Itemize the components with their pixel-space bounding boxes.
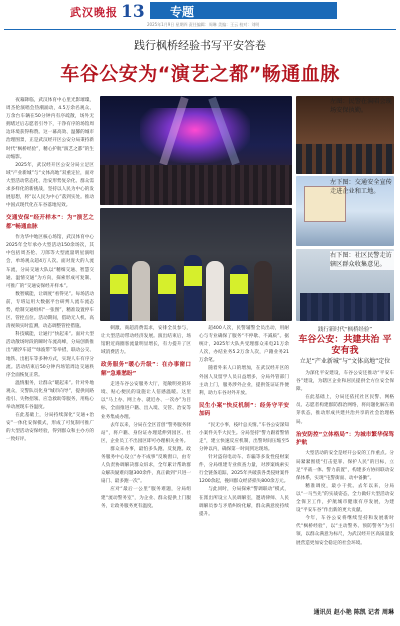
paragraph: “民无小事，枝叶总关情。”车谷公安深知小案件关乎大民生。分局坚持“警力跟着警情走”，建立快速反应机制，出警时间压缩至5分钟以内，确保第一时间到达现场。 <box>199 422 289 452</box>
article-column-2 <box>101 325 191 617</box>
paragraph: 刺激、商超消费需求，安排全员参与，让大型活动带动经济发展。演出结束后，场馆附近商圈客流量明显增长，有力提升了区域消费活力。 <box>101 326 191 356</box>
person-figure <box>206 261 224 321</box>
person-figure <box>254 261 272 321</box>
top-rule <box>4 29 396 30</box>
issue-info: 2025年1月9日 星期四 责任编辑：周琳 美编：王云 校对：刘明 <box>147 22 260 27</box>
police-duty-photo <box>100 208 292 321</box>
paragraph: 去年以来，分局在全区首创“警务服务驿站”，将户籍、身份证办理延伸到园区、社区，企业员工不出园区即可办理相关业务。 <box>101 422 191 444</box>
reflective-vest <box>184 266 202 286</box>
paragraph: 科技赋能，让通行“快起来”。面对大型活动散场时段的瞬时车流高峰，分局创新推出“潮汐车道”“绿波带”等举措，联动公交、地铁、出租车等多种方式，实现人车有序分流。活动结束后50分钟内场馆周边交通秩序全面恢复正常。 <box>6 332 94 378</box>
photo-caption-2: 左下图：交通安全宣传走进企业和工地。 <box>330 179 392 196</box>
photo-caption-1: 左图：民警在演唱会现场安保执勤。 <box>330 98 392 115</box>
subheading: 政务服务“暖心升级”：在办事窗口解“急难愁盼” <box>101 362 191 377</box>
paragraph: 随着外来人口的增加，在武汉经开区的外国人及留学人员日益增多，分局外管部门主动上门，服务涉外企业，提供签证证件便利，助力车谷对外开放。 <box>199 366 289 396</box>
subheading: 治安防控“立体格局”：为城市繁华保驾护航 <box>296 431 394 447</box>
masthead <box>0 0 400 28</box>
paragraph: 夜幕降临，武汉体育中心里光影璀璨，周杰伦演唱会热潮涌动，4.5万余名观众、万余台车辆在50分钟内有序疏散，场外无拥堵过后志愿者引导下，干净有序的场馆周边环境获得称赞。这一幕高效、温馨的城市治理图景，正是武汉经开区公安分局秉持新时代“枫桥经验”，精心护航“演艺之都”的生动缩影。 <box>6 98 94 160</box>
concert-photo <box>100 96 292 205</box>
crowd <box>100 165 292 205</box>
paragraph: 大型活动的安全是经开公安的工作重点。分局紧紧围绕“打击犯罪、保护人民”的目标，立足“平战一体、警力前置”，构建多方协同联动安保体系，实现“屯警街面、动中备勤”。 <box>296 451 394 481</box>
paragraph: 今年，车谷公安将继续坚持和发展新时代“枫桥经验”，以“主动警务、预防警务”为引领，以群众满意为标尺，为武汉经开区高质量发展营造更加安全稳定的社会环境。 <box>296 516 394 546</box>
paragraph: 应对“最后一公里”服务难题，分局组建“流动警务室”，为企业、群众提供上门服务，让政务服务更有温度。 <box>101 487 191 509</box>
paragraph: 数智赋能，让调度“看得见”。每场活动前，专班运用大数据平台研判人流车流态势，绘制交通组织“一张图”，精准设置停车区、管控点位。活动期间，借助无人机、高清视频实时监测，动态调整管控措施。 <box>6 291 94 330</box>
paragraph: 2025年，武汉经开区公安分局立足区域“产业新城”与“文体高地”双重定位，面对大型活动常态化、治安形势复杂化、群众需求多样化的新挑战，坚持以人民为中心的发展思想，将“以人民为中心”落到实处。推动中国式现代化在车谷落地见效。 <box>6 162 94 209</box>
photo-caption-3: 右下图：社区民警走访辖区群众收集意见。 <box>330 251 396 270</box>
reflective-vest <box>158 274 176 294</box>
article-kicker: 践行枫桥经验书写平安答卷 <box>134 39 266 52</box>
officer-row <box>300 293 390 321</box>
reflective-vest <box>110 274 128 294</box>
paragraph: 为深化平安建设，车谷公安还推动“平安车谷”建设，为辖区企业和居民提供全方位安全保障。 <box>296 371 394 393</box>
paragraph: 在此基础上，分局还依托社区民警、网格员、志愿者构建群防群治网络，将问题化解在萌芽状态，推动形成共建共治共享的社会治理格局。 <box>296 395 394 425</box>
sidebar-deck: 立足“产业新城”与“文体高地”定位 <box>299 358 391 365</box>
reflective-vest <box>230 274 248 294</box>
article-column-4 <box>296 370 394 617</box>
paragraph: 群众来办事，最怕多头跑、反复跑。政务服务中心设立“办不成事”反映窗口，由专人负责协调解决群众诉求，全年累计帮助群众解决疑难问题300余件，真正做到“只进一扇门、最多跑一次”。 <box>101 446 191 485</box>
byline: 通讯员 赵小艳 陈凯 记者 周琳 <box>313 609 394 616</box>
article-column-1 <box>6 97 94 617</box>
subheading: 民生小案“快反机制”：经务守平安加码 <box>199 402 289 418</box>
paragraph: 超400人次，民警辅警全员出动，用耐心与专业确保了服务“不停歇、不减质”。据统计，2025年大队共受理群众来电21万余人次，办结业务5.2万余人次，户籍业务21万余笔。 <box>199 326 289 364</box>
sidebar-headline: 车谷公安：共建共治 平安有我 <box>298 335 392 356</box>
crowd <box>296 144 394 174</box>
subheading: 交通安保“经开样本”：为“演艺之都”畅通血脉 <box>6 215 94 230</box>
officer-figure <box>184 255 202 321</box>
paragraph: 作为华中地区核心场馆，武汉体育中心2025年全年承办大型活动150余场次，其中包括周杰伦、刀郎等大型流量明星演唱会，单场观众超4万人次。面对庞大的人流车流，分局交通大队以“精细交通、智慧交通、温情交通”为方向，探索形成可复制、可推广的“交通安保经开样本”。 <box>6 235 94 289</box>
paragraph: 走进车谷公安服务大厅，宽敞明亮的环境、贴心便民的设施让人倍感温暖。这里以“马上办、网上办、就近办、一次办”为目标，全面推进户籍、出入境、交管、治安等业务集成办理。 <box>101 382 191 420</box>
page-number: 13 <box>121 2 145 22</box>
paragraph: 温情服务，让群众“暖起来”。针对外地观众，交警队员化身“城市向导”，提供问路指引、失物招领、应急救助等服务，用贴心举动展现车谷温度。 <box>6 380 94 411</box>
paragraph: 针对盗窃电动车、诈骗等多发性侵财案件，分局组建专业侦查力量，对涉案线索实行全链条追踪，2025年共破获各类侵财案件1200余起，挽回群众经济损失800余万元。 <box>199 455 289 485</box>
paragraph: 与此同时，分局探索“警调联动”模式，在派出所设立人民调解室，邀请律师、人民调解员参与矛盾纠纷化解，群众满意度持续提升。 <box>199 487 289 517</box>
sidebar-title-block <box>296 326 394 366</box>
paragraph: 精准调度，最小干扰。去年以来，分局以“一马当先”的实战姿态，全力做好大型活动安全保卫工作，护航城市健康有序发展，为建设“平安车谷”作出新的更大贡献。 <box>296 483 394 514</box>
article-headline: 车谷公安为“演艺之都”畅通血脉 <box>60 63 340 85</box>
section-label: 专题 <box>170 5 195 19</box>
sidebar-kicker: 践行新时代“枫桥经验” <box>317 327 373 333</box>
person-figure <box>132 261 150 321</box>
paragraph: 在此基础上，分局持续深化“交通+治安”一体化安保模式，形成了可复制可推广的大型活动安保经验，得到群众和主办方的一致好评。 <box>6 413 94 443</box>
article-column-3 <box>199 325 289 617</box>
paper-name: 武汉晚报 <box>70 6 118 19</box>
